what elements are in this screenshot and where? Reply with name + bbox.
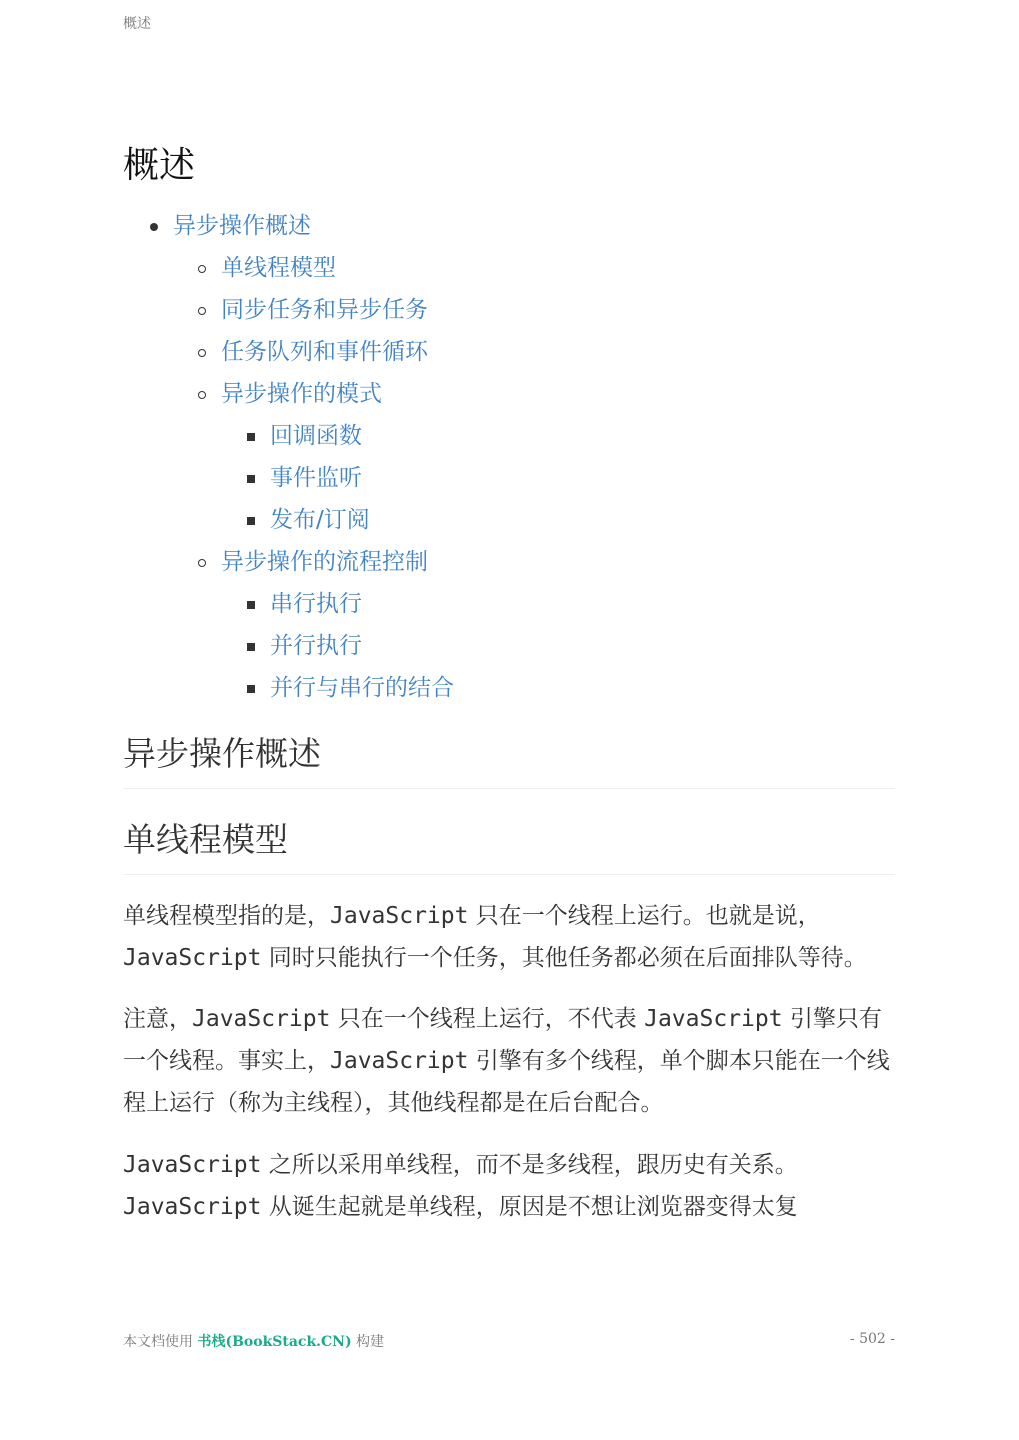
- document-content: [123, 140, 895, 1228]
- running-header: 概述: [123, 16, 151, 32]
- footer-brand-link[interactable]: 书栈(BookStack.CN): [197, 1334, 352, 1350]
- square-bullet-icon: [247, 517, 255, 525]
- toc-link-async-patterns[interactable]: 异步操作的模式: [221, 381, 382, 407]
- toc-link-sync-async-tasks[interactable]: 同步任务和异步任务: [221, 297, 428, 323]
- disc-bullet-icon: [150, 223, 158, 231]
- square-bullet-icon: [247, 433, 255, 441]
- paragraph: [123, 1144, 895, 1228]
- text-run: 只在一个线程上运行，不代表: [330, 1006, 645, 1032]
- footer-prefix: 本文档使用: [123, 1334, 198, 1350]
- square-bullet-icon: [247, 601, 255, 609]
- section-heading-async-overview: 异步操作概述: [123, 731, 895, 789]
- toc-link-event-listener[interactable]: 事件监听: [270, 465, 362, 491]
- inline-code: JavaScript: [192, 1006, 331, 1032]
- circle-bullet-icon: [198, 559, 206, 567]
- table-of-contents: [123, 205, 895, 709]
- text-run: 只在一个线程上运行。也就是说，: [468, 903, 821, 929]
- text-run: 引擎只有一个线程。事实上，: [123, 1006, 882, 1074]
- toc-link-task-queue-event-loop[interactable]: 任务队列和事件循环: [221, 339, 428, 365]
- section-heading-single-thread: 单线程模型: [123, 817, 895, 875]
- text-run: 注意，: [123, 1006, 192, 1032]
- toc-item: [123, 415, 895, 457]
- text-run: 引擎有多个线程，单个脚本只能在一个线程上运行（称为主线程），其他线程都是在后台配合。: [123, 1048, 890, 1116]
- toc-item: [123, 205, 895, 709]
- inline-code: JavaScript: [330, 1048, 469, 1074]
- circle-bullet-icon: [198, 307, 206, 315]
- toc-item: [123, 499, 895, 541]
- toc-item: [123, 289, 895, 331]
- toc-link-single-thread[interactable]: 单线程模型: [221, 255, 336, 281]
- toc-link-parallel-serial[interactable]: 并行与串行的结合: [270, 675, 454, 701]
- toc-item: [123, 625, 895, 667]
- toc-item: [123, 331, 895, 373]
- toc-item: [123, 373, 895, 415]
- circle-bullet-icon: [198, 265, 206, 273]
- inline-code: JavaScript: [644, 1006, 783, 1032]
- square-bullet-icon: [247, 475, 255, 483]
- toc-link-pub-sub[interactable]: 发布/订阅: [270, 507, 370, 533]
- inline-code: JavaScript: [123, 945, 262, 971]
- footer-suffix: 构建: [351, 1334, 385, 1350]
- square-bullet-icon: [247, 685, 255, 693]
- circle-bullet-icon: [198, 349, 206, 357]
- page-number: - 502 -: [849, 1331, 895, 1347]
- paragraph: [123, 895, 895, 979]
- toc-item: [123, 541, 895, 583]
- circle-bullet-icon: [198, 391, 206, 399]
- toc-item: [123, 583, 895, 625]
- toc-link-async-overview[interactable]: 异步操作概述: [173, 213, 311, 239]
- page-footer: [123, 1331, 895, 1351]
- page-title: 概述: [123, 145, 196, 186]
- inline-code: JavaScript: [123, 1194, 262, 1220]
- square-bullet-icon: [247, 643, 255, 651]
- text-run: 同时只能执行一个任务，其他任务都必须在后面排队等待。: [261, 945, 867, 971]
- toc-item: [123, 457, 895, 499]
- toc-link-parallel[interactable]: 并行执行: [270, 633, 362, 659]
- paragraph: [123, 998, 895, 1124]
- toc-link-callback[interactable]: 回调函数: [270, 423, 362, 449]
- toc-link-flow-control[interactable]: 异步操作的流程控制: [221, 549, 428, 575]
- text-run: 单线程模型指的是，: [123, 903, 330, 929]
- toc-link-serial[interactable]: 串行执行: [270, 591, 362, 617]
- inline-code: JavaScript: [330, 903, 469, 929]
- text-run: 之所以采用单线程，而不是多线程，跟历史有关系。: [261, 1152, 798, 1178]
- toc-item: [123, 247, 895, 289]
- text-run: 从诞生起就是单线程，原因是不想让浏览器变得太复: [261, 1194, 798, 1220]
- inline-code: JavaScript: [123, 1152, 262, 1178]
- toc-item: [123, 667, 895, 709]
